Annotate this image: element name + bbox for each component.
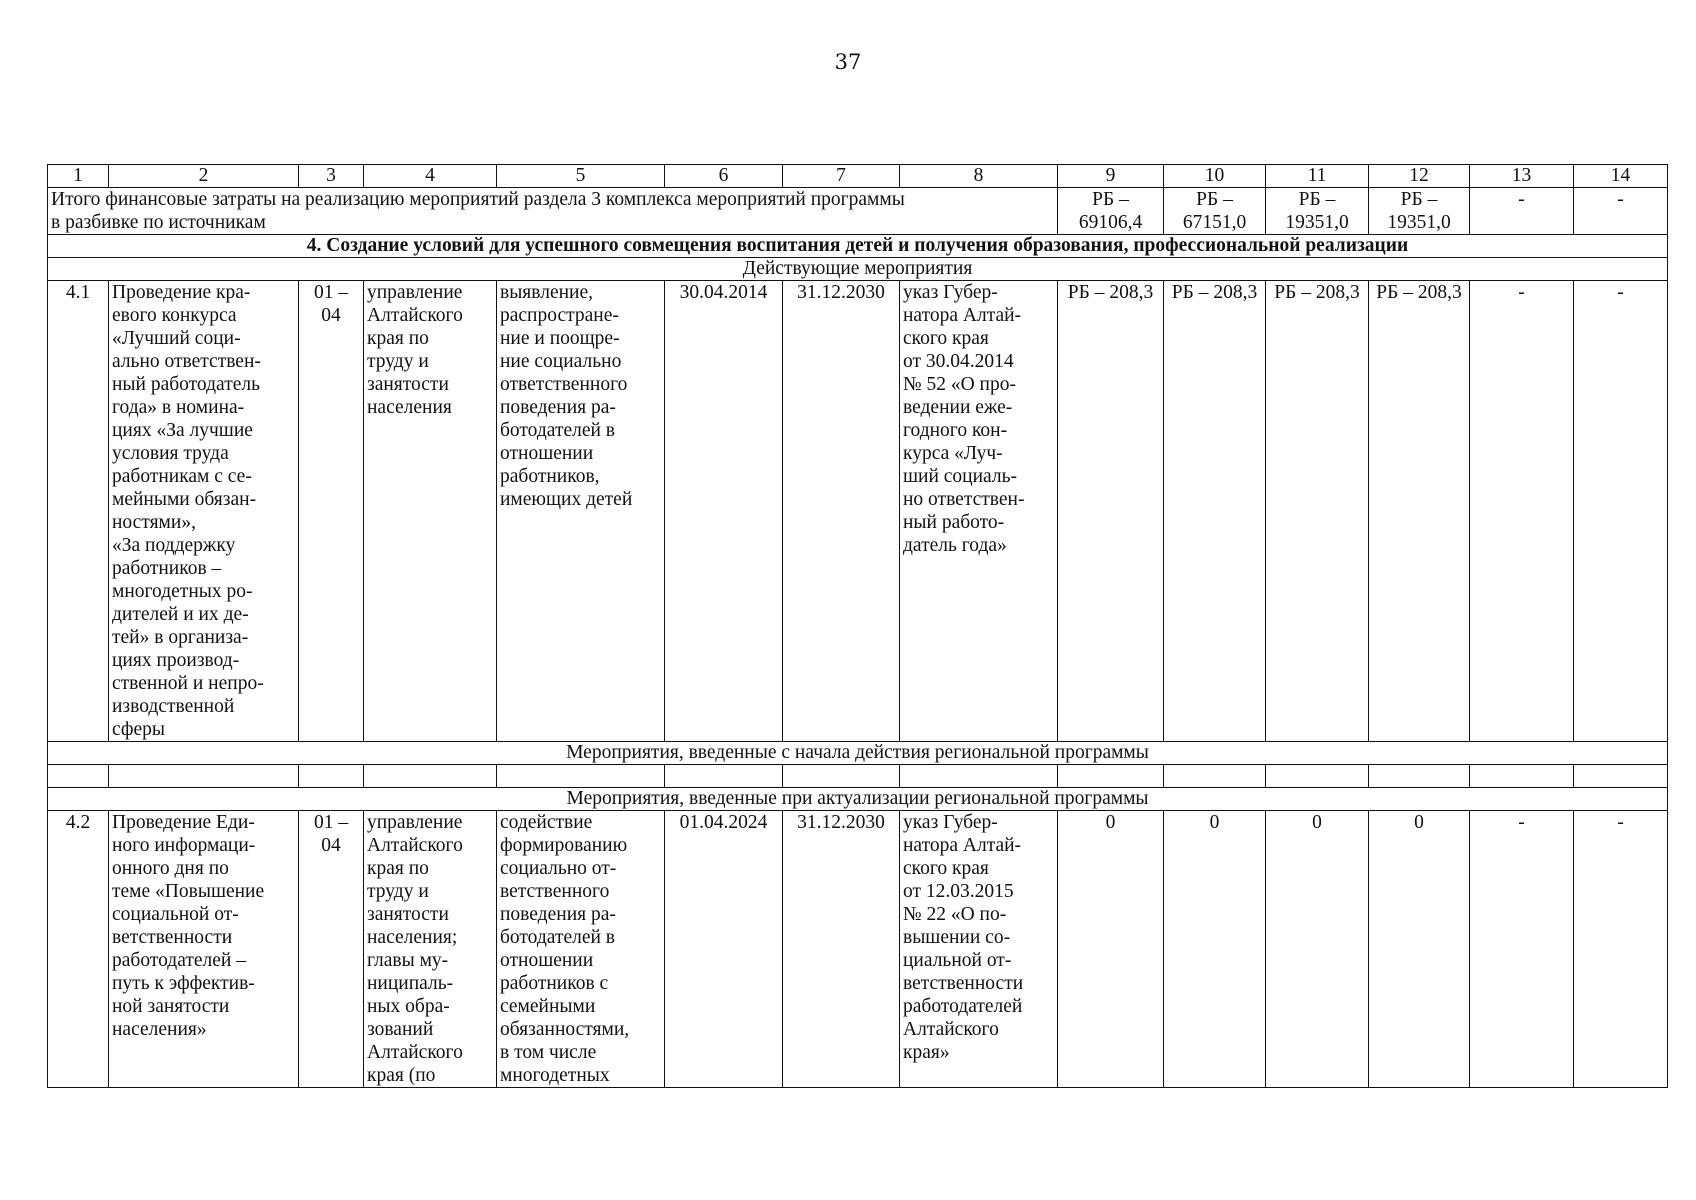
result-line: ботодателей в bbox=[500, 927, 616, 948]
empty-cell bbox=[1574, 765, 1668, 788]
result-line: отношении bbox=[500, 950, 594, 971]
measure-name-line: года» в номина- bbox=[112, 397, 245, 418]
measure-name-line: изводственной bbox=[112, 696, 235, 717]
totals-amount-10 bbox=[1164, 188, 1266, 235]
column-number: 7 bbox=[783, 165, 900, 188]
measure-name-line: ственной и непро- bbox=[112, 673, 264, 694]
funding-10: 0 bbox=[1164, 811, 1266, 1088]
basis-line: ветственности bbox=[903, 973, 1024, 994]
measure-name-line: «Лучший соци- bbox=[112, 328, 241, 349]
funding-amount: 19351,0 bbox=[1387, 212, 1451, 233]
measure-name-line: циях производ- bbox=[112, 650, 240, 671]
executor-line: населения; bbox=[367, 927, 458, 948]
result-line: семейными bbox=[500, 996, 596, 1017]
column-number: 10 bbox=[1164, 165, 1266, 188]
column-number: 8 bbox=[900, 165, 1058, 188]
executor-line: Алтайского bbox=[367, 835, 463, 856]
measure-name-line: циях «За лучшие bbox=[112, 420, 253, 441]
basis-cell bbox=[900, 281, 1058, 742]
table-row bbox=[48, 281, 1668, 742]
totals-label bbox=[48, 188, 1058, 235]
funding-11: 0 bbox=[1266, 811, 1369, 1088]
totals-amount-11 bbox=[1266, 188, 1369, 235]
result-cell bbox=[497, 811, 665, 1088]
result-line: многодетных bbox=[500, 1065, 610, 1086]
basis-line: ского края bbox=[903, 328, 989, 349]
subsection-row bbox=[48, 258, 1668, 281]
result-line: работников с bbox=[500, 973, 609, 994]
totals-col13: - bbox=[1470, 188, 1574, 235]
totals-amount-12 bbox=[1369, 188, 1470, 235]
basis-line: ского края bbox=[903, 858, 989, 879]
executor-line: края (по bbox=[367, 1065, 436, 1086]
funding-14: - bbox=[1574, 281, 1668, 742]
end-date: 31.12.2030 bbox=[783, 281, 900, 742]
funding-12: РБ – 208,3 bbox=[1369, 281, 1470, 742]
subsection-updated: Мероприятия, введенные при актуализации региональной программы bbox=[48, 788, 1668, 811]
empty-cell bbox=[1369, 765, 1470, 788]
basis-line: натора Алтай- bbox=[903, 305, 1022, 326]
basis-line: курса «Луч- bbox=[903, 443, 1003, 464]
code-cell: 01 – 04 bbox=[299, 811, 364, 1088]
measure-name-line: евого конкурса bbox=[112, 305, 237, 326]
result-line: содействие bbox=[500, 812, 593, 833]
totals-label-line: в разбивке по источникам bbox=[51, 212, 266, 233]
executor-line: Алтайского bbox=[367, 305, 463, 326]
executor-line: края по bbox=[367, 858, 429, 879]
result-line: обязанностями, bbox=[500, 1019, 630, 1040]
executor-line: зований bbox=[367, 1019, 434, 1040]
empty-cell bbox=[497, 765, 665, 788]
funding-source: РБ – bbox=[1400, 189, 1438, 210]
measure-name-line: ного информаци- bbox=[112, 835, 256, 856]
column-number-row bbox=[48, 165, 1668, 188]
column-number: 9 bbox=[1058, 165, 1164, 188]
basis-line: натора Алтай- bbox=[903, 835, 1022, 856]
executor-line: труду и bbox=[367, 881, 429, 902]
empty-cell bbox=[364, 765, 497, 788]
measure-name-line: ально ответствен- bbox=[112, 351, 261, 372]
measure-name-line: социальной от- bbox=[112, 904, 239, 925]
start-date: 01.04.2024 bbox=[665, 811, 783, 1088]
funding-9: 0 bbox=[1058, 811, 1164, 1088]
empty-cell bbox=[1164, 765, 1266, 788]
empty-cell bbox=[1266, 765, 1369, 788]
measure-name-line: сферы bbox=[112, 719, 166, 740]
empty-row bbox=[48, 765, 1668, 788]
column-number: 1 bbox=[48, 165, 109, 188]
measure-name-line: условия труда bbox=[112, 443, 229, 464]
funding-14: - bbox=[1574, 811, 1668, 1088]
basis-line: вышении со- bbox=[903, 927, 1011, 948]
column-number: 2 bbox=[109, 165, 299, 188]
measure-name-line: работников – bbox=[112, 558, 222, 579]
executor-line: Алтайского bbox=[367, 1042, 463, 1063]
basis-line: циальной от- bbox=[903, 950, 1012, 971]
column-number: 14 bbox=[1574, 165, 1668, 188]
empty-cell bbox=[109, 765, 299, 788]
measure-name-line: многодетных ро- bbox=[112, 581, 253, 602]
measure-name-line: ностями», bbox=[112, 512, 196, 533]
measure-name-line: теме «Повышение bbox=[112, 881, 265, 902]
row-number: 4.2 bbox=[48, 811, 109, 1088]
funding-13: - bbox=[1470, 811, 1574, 1088]
funding-amount: 19351,0 bbox=[1285, 212, 1349, 233]
result-line: в том числе bbox=[500, 1042, 597, 1063]
executor-line: края по bbox=[367, 328, 429, 349]
table-row bbox=[48, 811, 1668, 1088]
result-line: поведения ра- bbox=[500, 397, 616, 418]
empty-cell bbox=[1470, 765, 1574, 788]
column-number: 4 bbox=[364, 165, 497, 188]
funding-11: РБ – 208,3 bbox=[1266, 281, 1369, 742]
result-cell bbox=[497, 281, 665, 742]
basis-line: № 52 «О про- bbox=[903, 374, 1016, 395]
start-date: 30.04.2014 bbox=[665, 281, 783, 742]
column-number: 6 bbox=[665, 165, 783, 188]
measure-name-line: дителей и их де- bbox=[112, 604, 249, 625]
basis-line: работодателей bbox=[903, 996, 1023, 1017]
basis-line: годного кон- bbox=[903, 420, 1008, 441]
measure-name bbox=[109, 811, 299, 1088]
subsection-row bbox=[48, 742, 1668, 765]
end-date: 31.12.2030 bbox=[783, 811, 900, 1088]
measure-name-line: работодателей – bbox=[112, 950, 246, 971]
basis-line: но ответствен- bbox=[903, 489, 1025, 510]
funding-10: РБ – 208,3 bbox=[1164, 281, 1266, 742]
measure-name-line: ный работодатель bbox=[112, 374, 260, 395]
basis-line: от 30.04.2014 bbox=[903, 351, 1014, 372]
result-line: имеющих детей bbox=[500, 489, 633, 510]
column-number: 13 bbox=[1470, 165, 1574, 188]
measure-name-line: тей» в организа- bbox=[112, 627, 249, 648]
basis-line: ший социаль- bbox=[903, 466, 1017, 487]
executor-line: занятости bbox=[367, 904, 449, 925]
measure-name-line: Проведение кра- bbox=[112, 282, 251, 303]
page-number: 37 bbox=[834, 50, 862, 74]
funding-amount: 67151,0 bbox=[1182, 212, 1247, 233]
basis-cell bbox=[900, 811, 1058, 1088]
result-line: ние социально bbox=[500, 351, 622, 372]
result-line: ветственного bbox=[500, 881, 610, 902]
basis-line: Алтайского bbox=[903, 1019, 999, 1040]
funding-source: РБ – bbox=[1298, 189, 1336, 210]
empty-cell bbox=[900, 765, 1058, 788]
measure-name-line: работникам с се- bbox=[112, 466, 252, 487]
basis-line: ный работо- bbox=[903, 512, 1005, 533]
executor-line: ниципаль- bbox=[367, 973, 454, 994]
result-line: поведения ра- bbox=[500, 904, 616, 925]
basis-line: от 12.03.2015 bbox=[903, 881, 1014, 902]
subsection-existing: Действующие мероприятия bbox=[48, 258, 1668, 281]
funding-12: 0 bbox=[1369, 811, 1470, 1088]
empty-cell bbox=[665, 765, 783, 788]
column-number: 11 bbox=[1266, 165, 1369, 188]
result-line: выявление, bbox=[500, 282, 594, 303]
result-line: социально от- bbox=[500, 858, 617, 879]
section-title: 4. Создание условий для успешного совмещения воспитания детей и получения образования, профессиональной реализации bbox=[48, 235, 1668, 258]
column-number: 3 bbox=[299, 165, 364, 188]
result-line: ние и поощре- bbox=[500, 328, 620, 349]
measure-name-line: путь к эффектив- bbox=[112, 973, 255, 994]
executor-cell bbox=[364, 281, 497, 742]
row-number: 4.1 bbox=[48, 281, 109, 742]
result-line: отношении bbox=[500, 443, 594, 464]
result-line: ботодателей в bbox=[500, 420, 616, 441]
funding-source: РБ – bbox=[1196, 189, 1233, 210]
result-line: ответственного bbox=[500, 374, 628, 395]
basis-line: указ Губер- bbox=[903, 282, 998, 303]
basis-line: края» bbox=[903, 1042, 950, 1063]
empty-cell bbox=[783, 765, 900, 788]
executor-line: ных обра- bbox=[367, 996, 450, 1017]
basis-line: ведении еже- bbox=[903, 397, 1013, 418]
executor-line: населения bbox=[367, 397, 452, 418]
empty-cell bbox=[299, 765, 364, 788]
empty-cell bbox=[1058, 765, 1164, 788]
column-number: 5 bbox=[497, 165, 665, 188]
program-measures-table bbox=[47, 164, 1668, 1088]
executor-line: главы му- bbox=[367, 950, 449, 971]
result-line: распростране- bbox=[500, 305, 619, 326]
measure-name-line: ной занятости bbox=[112, 996, 230, 1017]
subsection-row bbox=[48, 788, 1668, 811]
executor-line: управление bbox=[367, 812, 463, 833]
basis-line: датель года» bbox=[903, 535, 1007, 556]
code-cell: 01 – 04 bbox=[299, 281, 364, 742]
executor-line: труду и bbox=[367, 351, 429, 372]
totals-amount-9 bbox=[1058, 188, 1164, 235]
funding-13: - bbox=[1470, 281, 1574, 742]
basis-line: № 22 «О по- bbox=[903, 904, 1007, 925]
executor-line: занятости bbox=[367, 374, 449, 395]
funding-amount: 69106,4 bbox=[1078, 212, 1143, 233]
executor-cell bbox=[364, 811, 497, 1088]
measure-name-line: Проведение Еди- bbox=[112, 812, 255, 833]
measure-name bbox=[109, 281, 299, 742]
result-line: формированию bbox=[500, 835, 628, 856]
measure-name-line: онного дня по bbox=[112, 858, 229, 879]
totals-label-line: Итого финансовые затраты на реализацию мероприятий раздела 3 комплекса мероприятий программы bbox=[51, 189, 905, 210]
measure-name-line: мейными обязан- bbox=[112, 489, 257, 510]
totals-row bbox=[48, 188, 1668, 235]
executor-line: управление bbox=[367, 282, 463, 303]
funding-9: РБ – 208,3 bbox=[1058, 281, 1164, 742]
empty-cell bbox=[48, 765, 109, 788]
section-title-row bbox=[48, 235, 1668, 258]
column-number: 12 bbox=[1369, 165, 1470, 188]
funding-source: РБ – bbox=[1092, 189, 1129, 210]
result-line: работников, bbox=[500, 466, 600, 487]
basis-line: указ Губер- bbox=[903, 812, 998, 833]
totals-col14: - bbox=[1574, 188, 1668, 235]
measure-name-line: населения» bbox=[112, 1019, 207, 1040]
subsection-from-start: Мероприятия, введенные с начала действия региональной программы bbox=[48, 742, 1668, 765]
measure-name-line: «За поддержку bbox=[112, 535, 236, 556]
measure-name-line: ветственности bbox=[112, 927, 233, 948]
